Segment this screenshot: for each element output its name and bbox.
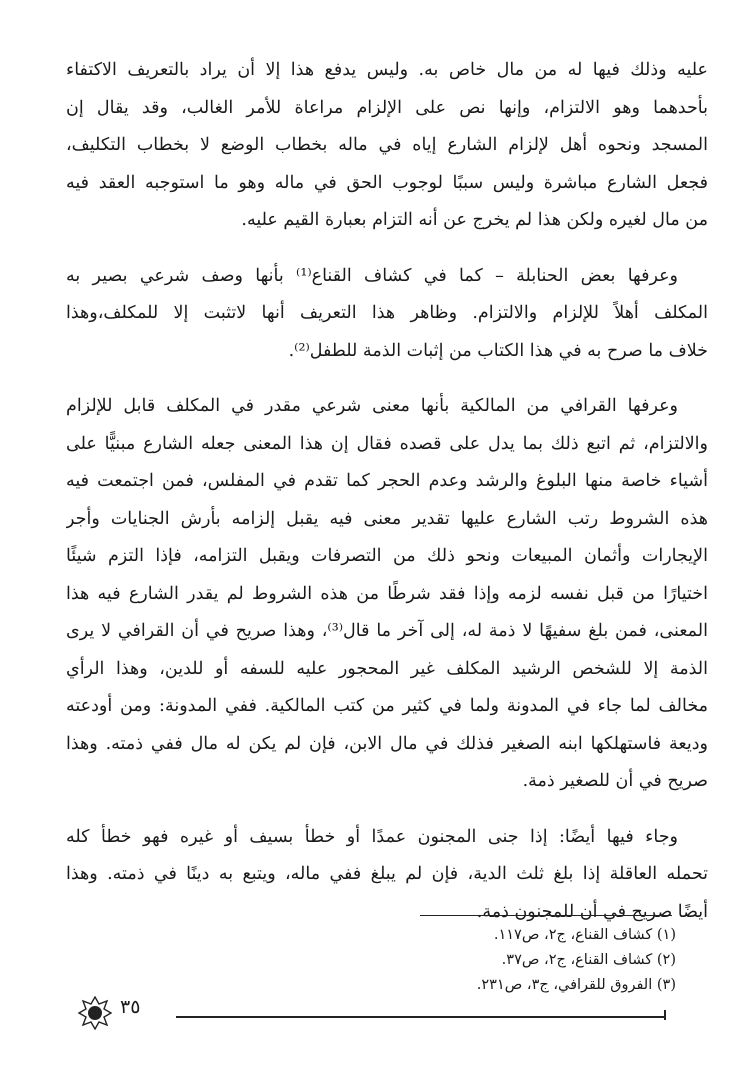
text-line: الإيجارات وأثمان المبيعات ونحو ذلك من التصرفات ويقبل التزامه، فإذا التزم شيئًا: [66, 546, 708, 566]
footnote-1: (١) كشاف القناع، ج٢، ص١١٧.: [493, 927, 676, 943]
text-line: المسجد ونحوه أهل لإلزام الشارع إياه في ماله بخطاب الوضع لا بخطاب التكليف،: [66, 135, 708, 155]
text-line: عليه وذلك فيها له من مال خاص به. وليس يدفع هذا إلا أن يراد بالتعريف الاكتفاء: [66, 60, 708, 80]
footer-rule-end: [664, 1010, 666, 1020]
text-line: اختيارًا من قبل نفسه لزمه وإذا فقد شرطًا من هذه الشروط لم يقدر الشارع فيه هذا: [66, 583, 708, 604]
text-line: هذه الشروط رتب الشارع عليها تقدير معنى فيه يقبل إلزامه بأرش الجنايات وأجر: [66, 508, 708, 529]
footnote-separator: [420, 915, 672, 916]
footnote-3: (٣) الفروق للقرافي، ج٣، ص٢٣١.: [476, 977, 676, 993]
footnotes: [376, 923, 676, 998]
text-line: أشياء خاصة منها البلوغ والرشد وعدم الحجر كما تقدم في المفلس، فمن اجتمعت فيه: [66, 471, 708, 491]
star-ornament-icon: [78, 996, 112, 1030]
paragraph-3: [66, 388, 708, 801]
text-line: صريح في أن للصغير ذمة.: [522, 771, 708, 791]
text-line: من مال لغيره ولكن هذا لم يخرج عن أنه التزام بعبارة القيم عليه.: [241, 210, 708, 230]
text-line: وجاء فيها أيضًا: إذا جنى المجنون عمدًا أو خطأ بسيف أو غيره فهو خطأ كله: [66, 826, 678, 847]
text-line: الذمة إلا للشخص الرشيد المكلف غير المحجور عليه للسفه أو للدين، وهذا الرأي: [66, 658, 708, 679]
text-line: بأحدهما وهو الالتزام، وإنها نص على الإلزام مراعاة للأمر الغالب، وقد يقال إن: [66, 97, 708, 118]
text-line: تحمله العاقلة إذا بلغ ثلث الدية، فإن لم يبلغ ففي ماله، ويتبع به دينًا في ذمته. وهذا: [66, 864, 708, 884]
text-line: فجعل الشارع مباشرة وليس سببًا لوجوب الحق في ماله وهو ما استوجبه العقد فيه: [66, 172, 708, 193]
text-line: المكلف أهلاً للإلزام والالتزام. وظاهر هذا التعريف أنها لاتثبت إلا للمكلف،وهذا: [66, 303, 708, 323]
paragraph-2: [66, 258, 708, 371]
text-line: مخالف لما جاء في المدونة ولما في كثير من كتب المالكية. ففي المدونة: ومن أودعته: [66, 696, 708, 716]
page-body: [66, 52, 708, 949]
text-line: خلاف ما صرح به في هذا الكتاب من إثبات الذمة للطفل⁽²⁾.: [288, 340, 708, 361]
text-line: وديعة فاستهلكها ابنه الصغير فذلك في مال الابن، فإن لم يكن له مال ففي ذمته. وهذا: [66, 733, 708, 754]
text-line: المعنى، فمن بلغ سفيهًا لا ذمة له، إلى آخر ما قال⁽³⁾، وهذا صريح في أن القرافي لا يرى: [66, 621, 708, 641]
text-line: أيضًا صريح في أن للمجنون ذمة.: [476, 901, 708, 922]
text-line: وعرفها بعض الحنابلة – كما في كشاف القناع⁽¹⁾ بأنها وصف شرعي بصير به: [66, 265, 679, 286]
text-line: والالتزام، ثم اتبع ذلك بما يدل على قصده فقال إن هذا المعنى جعله الشارع مبنيًّا على: [66, 433, 708, 454]
footnote-2: (٢) كشاف القناع، ج٢، ص٣٧.: [501, 952, 676, 968]
paragraph-1: [66, 52, 708, 240]
page-number: ٣٥: [120, 996, 141, 1018]
footer-rule: [176, 1016, 666, 1018]
text-line: وعرفها القرافي من المالكية بأنها معنى شرعي مقدر في المكلف قابل للإلزام: [66, 396, 678, 416]
